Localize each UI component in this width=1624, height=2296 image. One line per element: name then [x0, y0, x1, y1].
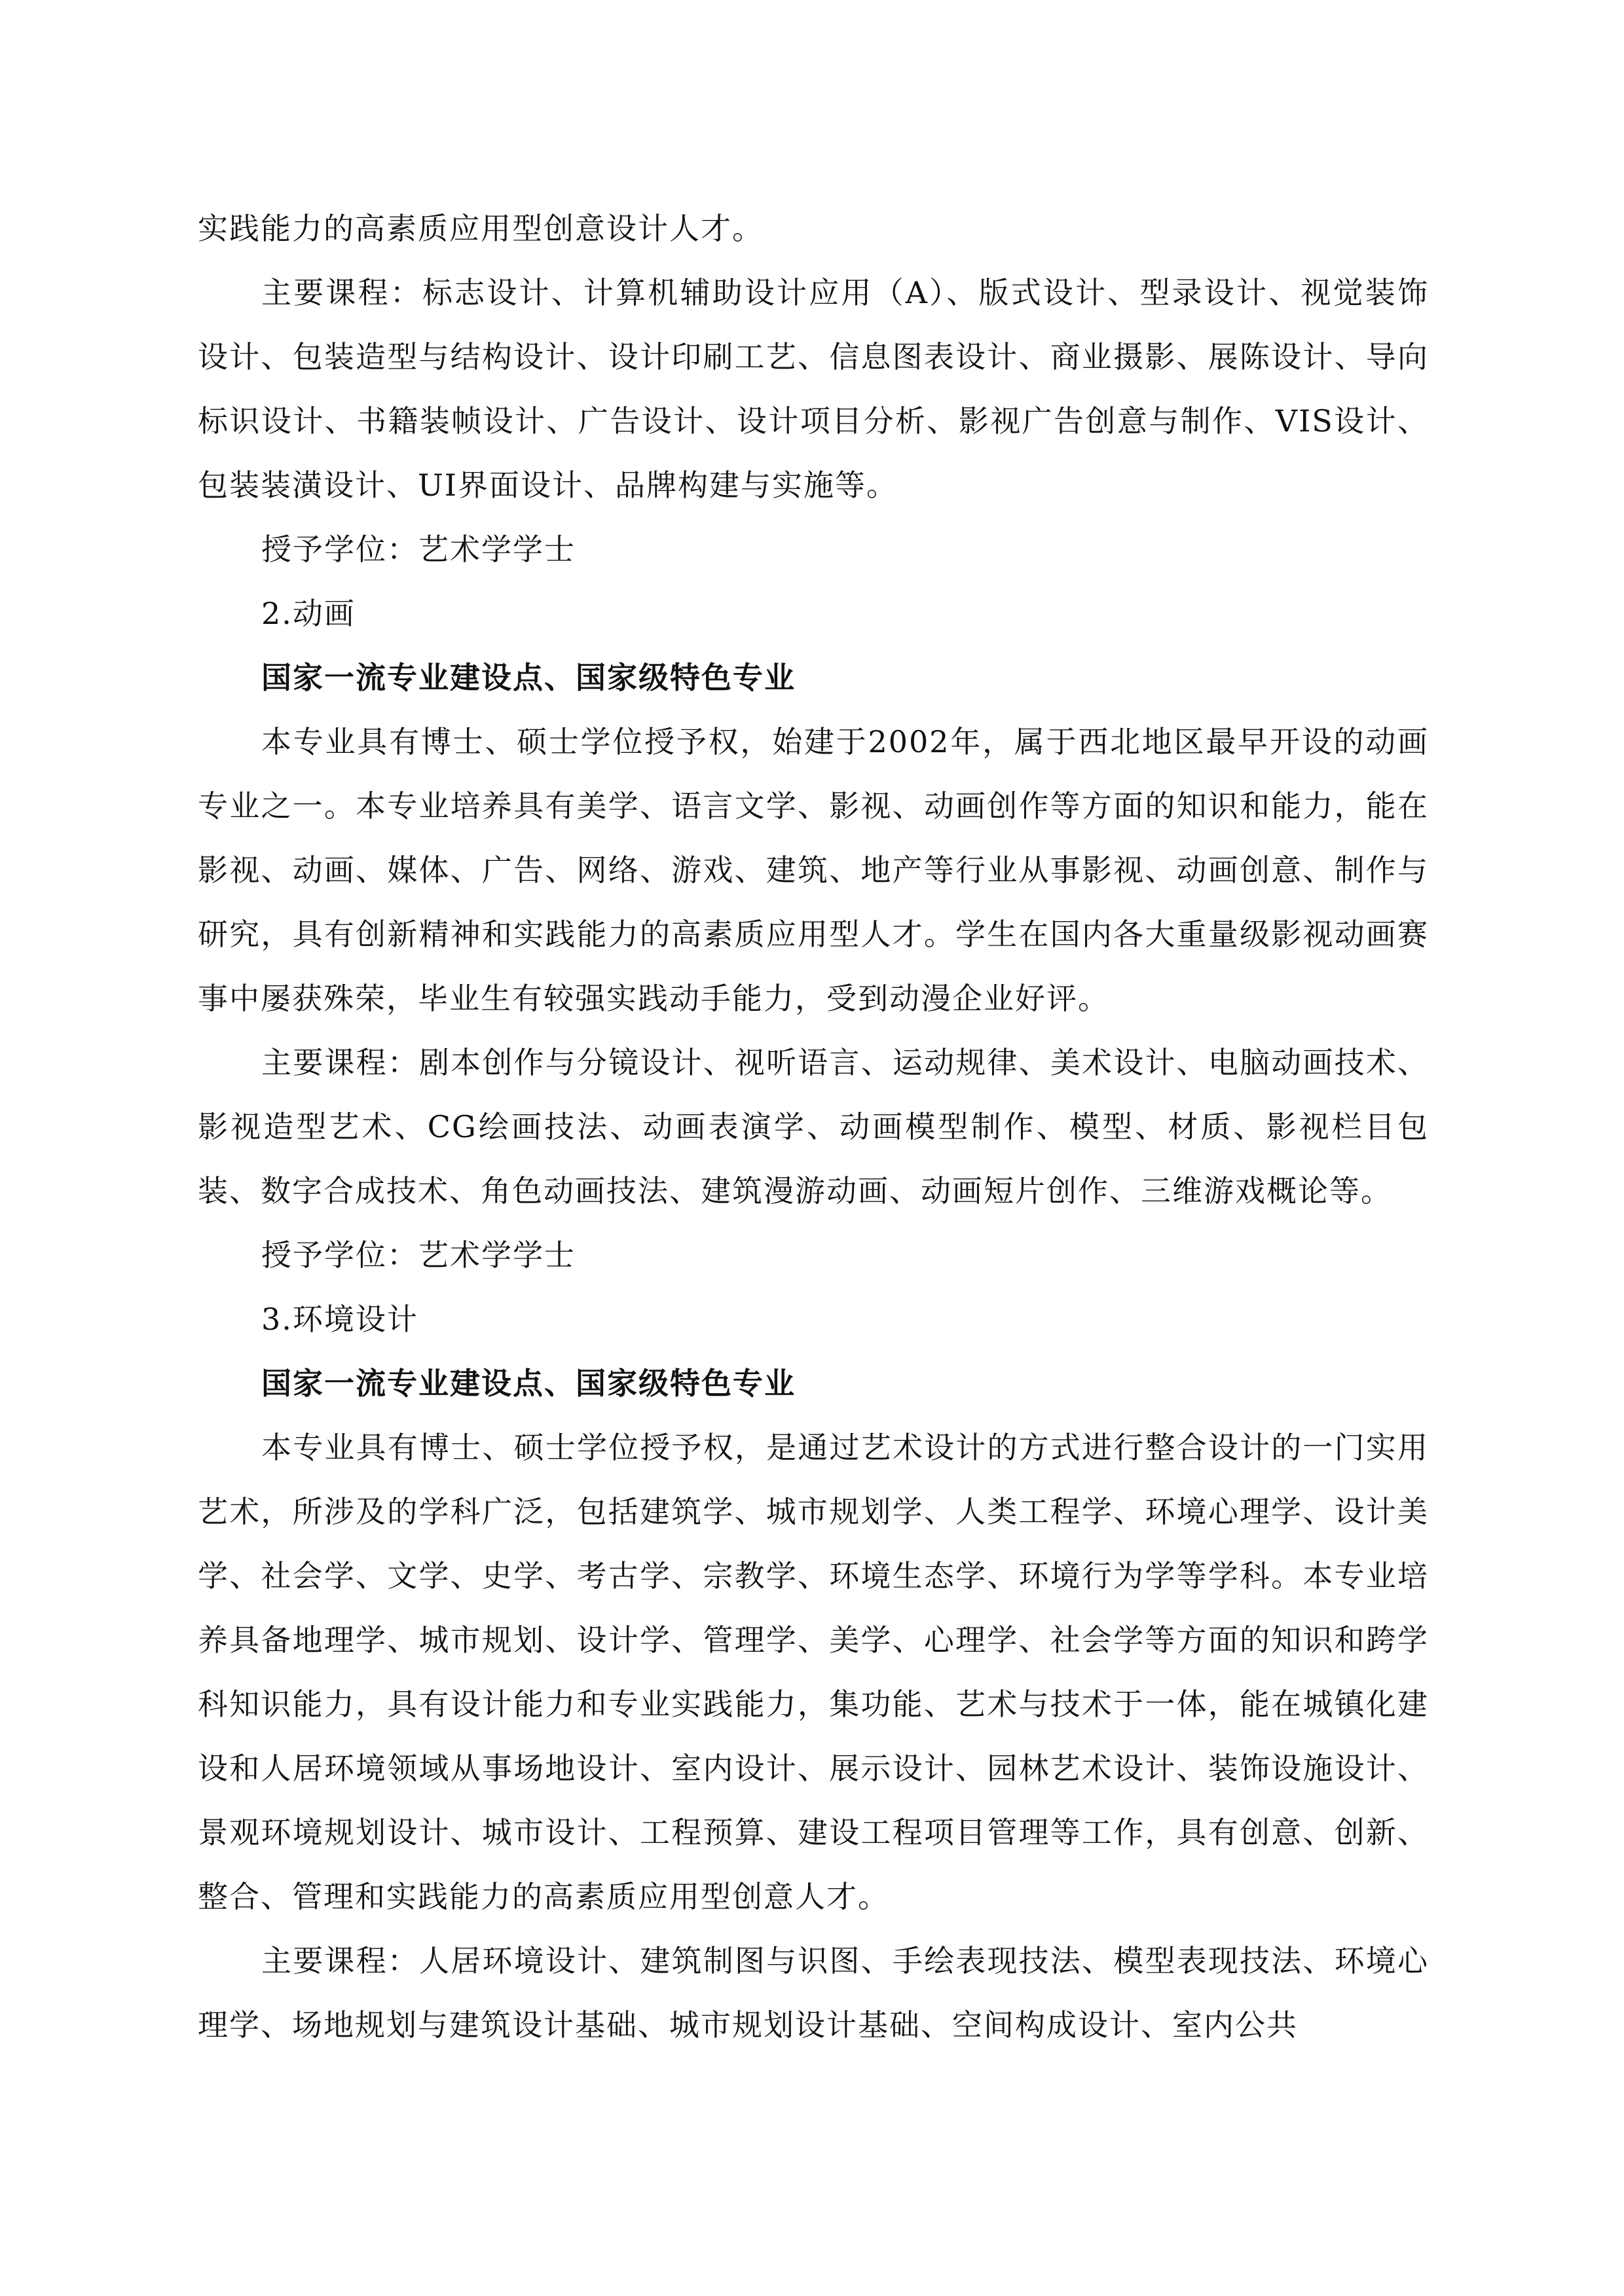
paragraph-animation-intro: 本专业具有博士、硕士学位授予权，始建于2002年，属于西北地区最早开设的动画专业之一。本专业培养具有美学、语言文学、影视、动画创作等方面的知识和能力，能在影视、动画、媒体、广告、网络、游戏、建筑、地产等行业从事影视、动画创意、制作与研究，具有创新精神和实践能力的高素质应用型人才。学生在国内各大重量级影视动画赛事中屡获殊荣，毕业生有较强实践动手能力，受到动漫企业好评。	[198, 724, 1429, 1016]
section-title-environment-design: 3.环境设计	[261, 1302, 418, 1337]
paragraph-environment-intro: 本专业具有博士、硕士学位授予权，是通过艺术设计的方式进行整合设计的一门实用艺术，所涉及的学科广泛，包括建筑学、城市规划学、人类工程学、环境心理学、设计美学、社会学、文学、史学、考古学、宗教学、环境生态学、环境行为学等学科。本专业培养具备地理学、城市规划、设计学、管理学、美学、心理学、社会学等方面的知识和跨学科知识能力，具有设计能力和专业实践能力，集功能、艺术与技术于一体，能在城镇化建设和人居环境领域从事场地设计、室内设计、展示设计、园林艺术设计、装饰设施设计、景观环境规划设计、城市设计、工程预算、建设工程项目管理等工作，具有创意、创新、整合、管理和实践能力的高素质应用型创意人才。	[198, 1430, 1429, 1914]
heading-environment-honors: 国家一流专业建设点、国家级特色专业	[261, 1366, 796, 1401]
paragraph-continuation: 实践能力的高素质应用型创意设计人才。	[198, 211, 764, 246]
paragraph-degree-visual-design: 授予学位：艺术学学士	[261, 532, 576, 567]
document-body	[198, 196, 1429, 2057]
paragraph-courses-animation: 主要课程：剧本创作与分镜设计、视听语言、运动规律、美术设计、电脑动画技术、影视造型艺术、CG绘画技法、动画表演学、动画模型制作、模型、材质、影视栏目包装、数字合成技术、角色动画技法、建筑漫游动画、动画短片创作、三维游戏概论等。	[198, 1045, 1429, 1209]
paragraph-courses-environment: 主要课程：人居环境设计、建筑制图与识图、手绘表现技法、模型表现技法、环境心理学、场地规划与建筑设计基础、城市规划设计基础、空间构成设计、室内公共	[198, 1943, 1429, 2043]
section-title-animation: 2.动画	[261, 596, 356, 631]
heading-animation-honors: 国家一流专业建设点、国家级特色专业	[261, 660, 796, 695]
paragraph-courses-visual-design: 主要课程：标志设计、计算机辅助设计应用（A）、版式设计、型录设计、视觉装饰设计、包装造型与结构设计、设计印刷工艺、信息图表设计、商业摄影、展陈设计、导向标识设计、书籍装帧设计、广告设计、设计项目分析、影视广告创意与制作、VIS设计、包装装潢设计、UI界面设计、品牌构建与实施等。	[198, 275, 1429, 503]
paragraph-degree-animation: 授予学位：艺术学学士	[261, 1237, 576, 1273]
